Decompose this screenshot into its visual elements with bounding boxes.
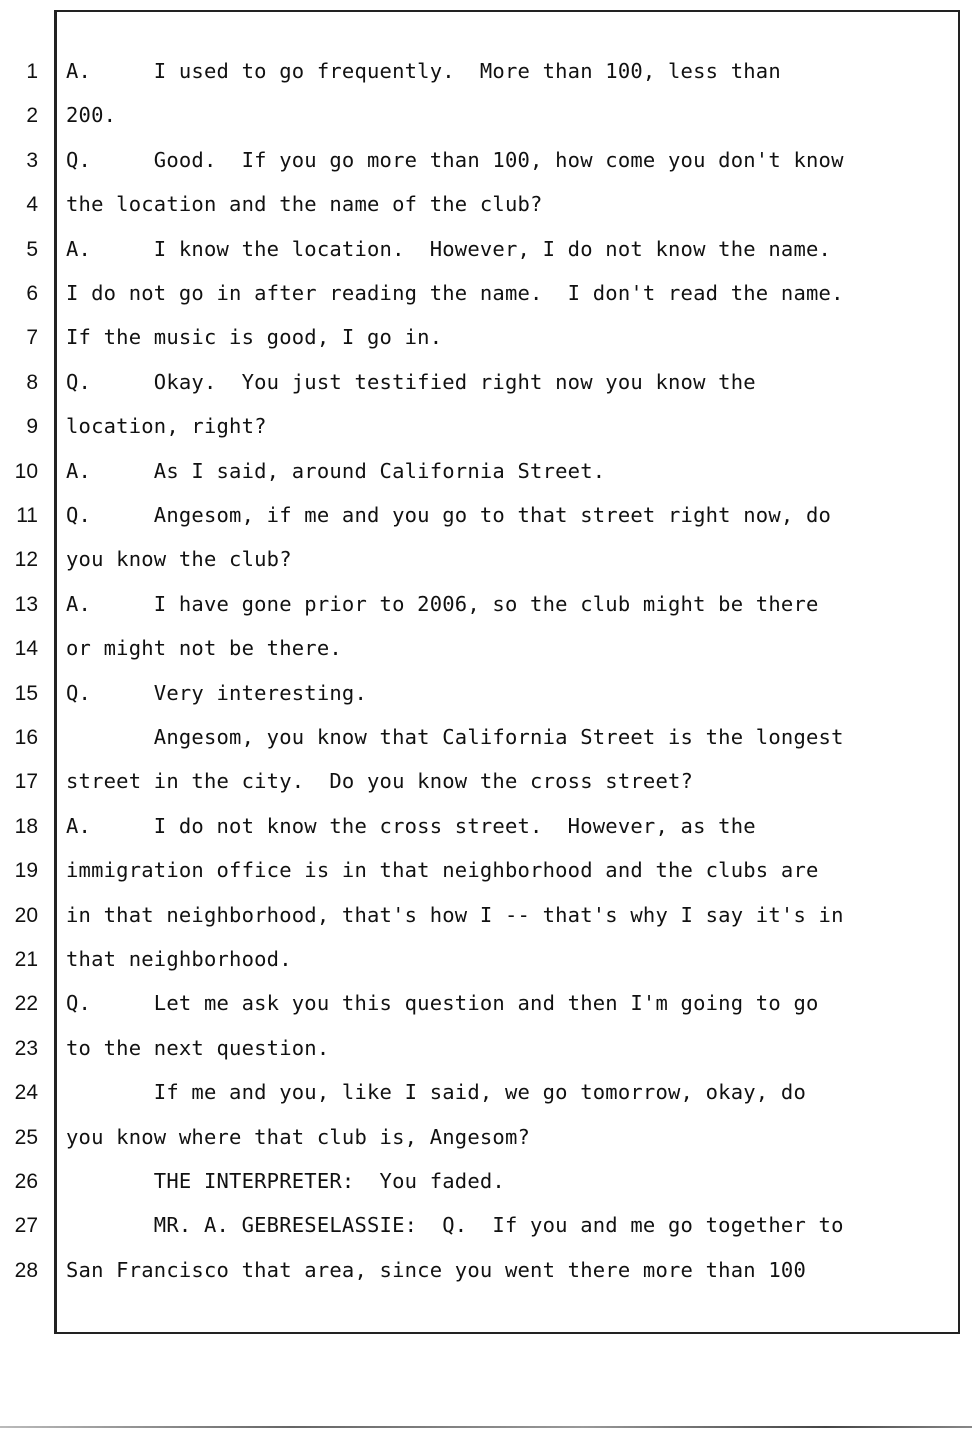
line-number: 3 [26,149,38,172]
transcript-line: Q. Okay. You just testified right now you know the [66,370,756,394]
line-number: 10 [14,460,38,483]
line-number: 22 [14,992,38,1015]
line-number: 14 [14,637,38,660]
transcript-line: or might not be there. [66,636,342,660]
line-number: 12 [14,548,38,571]
transcript-line: in that neighborhood, that's how I -- that's why I say it's in [66,903,844,927]
line-number: 26 [14,1170,38,1193]
line-number: 11 [16,504,38,527]
transcript-line: MR. A. GEBRESELASSIE: Q. If you and me go together to [66,1213,844,1237]
transcript-line: location, right? [66,414,267,438]
line-number: 17 [14,770,38,793]
transcript-line: A. As I said, around California Street. [66,459,606,483]
transcript-line: 200. [66,103,117,127]
transcript-line: that neighborhood. [66,947,292,971]
line-number: 25 [14,1126,38,1149]
line-number: 20 [14,904,38,927]
transcript-line: Q. Angesom, if me and you go to that street right now, do [66,503,832,527]
line-number: 1 [26,60,38,83]
transcript-line: A. I have gone prior to 2006, so the club might be there [66,592,819,616]
line-number: 15 [14,682,38,705]
transcript-line: If me and you, like I said, we go tomorrow, okay, do [66,1080,806,1104]
line-number: 4 [26,193,38,216]
transcript-line: immigration office is in that neighborhood and the clubs are [66,858,819,882]
transcript-line: you know the club? [66,547,292,571]
line-number: 2 [26,104,38,127]
line-number: 21 [14,948,38,971]
transcript-line: street in the city. Do you know the cross street? [66,769,694,793]
line-number: 5 [26,238,38,261]
line-number: 16 [14,726,38,749]
line-number: 9 [26,415,38,438]
transcript-line: to the next question. [66,1036,330,1060]
transcript-line: A. I know the location. However, I do not know the name. [66,237,832,261]
transcript-line: Angesom, you know that California Street is the longest [66,725,844,749]
line-number: 7 [26,326,38,349]
line-number: 28 [14,1259,38,1282]
transcript-line: THE INTERPRETER: You faded. [66,1169,505,1193]
line-number: 19 [14,859,38,882]
transcript-line: you know where that club is, Angesom? [66,1125,531,1149]
line-number: 6 [26,282,38,305]
transcript-line: Q. Good. If you go more than 100, how come you don't know [66,148,844,172]
transcript-line: If the music is good, I go in. [66,325,443,349]
transcript-line: A. I used to go frequently. More than 100, less than [66,59,781,83]
line-number: 27 [14,1214,38,1237]
page-bottom-rule [0,1426,972,1428]
line-number: 18 [14,815,38,838]
line-number: 8 [26,371,38,394]
transcript-line: I do not go in after reading the name. I don't read the name. [66,281,844,305]
transcript-line: the location and the name of the club? [66,192,543,216]
transcript-line: Q. Let me ask you this question and then I'm going to go [66,991,819,1015]
line-number: 23 [14,1037,38,1060]
transcript-line: A. I do not know the cross street. However, as the [66,814,756,838]
transcript-line: San Francisco that area, since you went there more than 100 [66,1258,806,1282]
transcript-line: Q. Very interesting. [66,681,368,705]
line-number: 13 [14,593,38,616]
line-number: 24 [14,1081,38,1104]
